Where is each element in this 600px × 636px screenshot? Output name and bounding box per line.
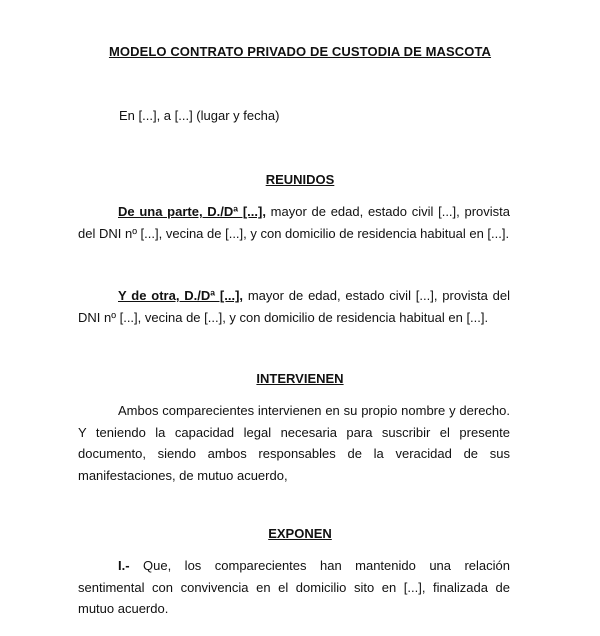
- paragraph-party-two: [78, 285, 510, 328]
- paragraph-intervienen: [78, 400, 510, 486]
- party-two-lead: Y de otra, D./Dª [...],: [118, 288, 244, 303]
- intervienen-text: Ambos comparecientes intervienen en su propio nombre y derecho. Y teniendo la capacidad legal necesaria para suscribir el presente documento, siendo ambos responsables de la veracidad de sus manifestaciones, de mutuo acuerdo,: [78, 403, 510, 483]
- document-title: MODELO CONTRATO PRIVADO DE CUSTODIA DE MASCOTA: [108, 44, 492, 59]
- exponen-item-one-lead: I.-: [118, 558, 130, 573]
- party-one-lead: De una parte, D./Dª [...],: [118, 204, 266, 219]
- party-one-text: mayor de edad, estado civil [...], provista del DNI nº [...], vecina de [...], y con domicilio de residencia habitual en [...].: [78, 204, 511, 241]
- heading-exponen: EXPONEN: [268, 526, 332, 541]
- paragraph-exponen-one: [78, 555, 510, 620]
- place-date-line: En [...], a [...] (lugar y fecha): [119, 108, 280, 123]
- paragraph-party-one: [78, 201, 510, 244]
- heading-intervienen: INTERVIENEN: [256, 371, 344, 386]
- heading-reunidos: REUNIDOS: [265, 172, 335, 187]
- party-two-text: mayor de edad, estado civil [...], provista del DNI nº [...], vecina de [...], y con domicilio de residencia habitual en [...].: [78, 288, 510, 325]
- exponen-item-one-text: Que, los comparecientes han mantenido una relación sentimental con convivencia en el domicilio sito en [...], finalizada de mutuo acuerdo.: [78, 558, 510, 616]
